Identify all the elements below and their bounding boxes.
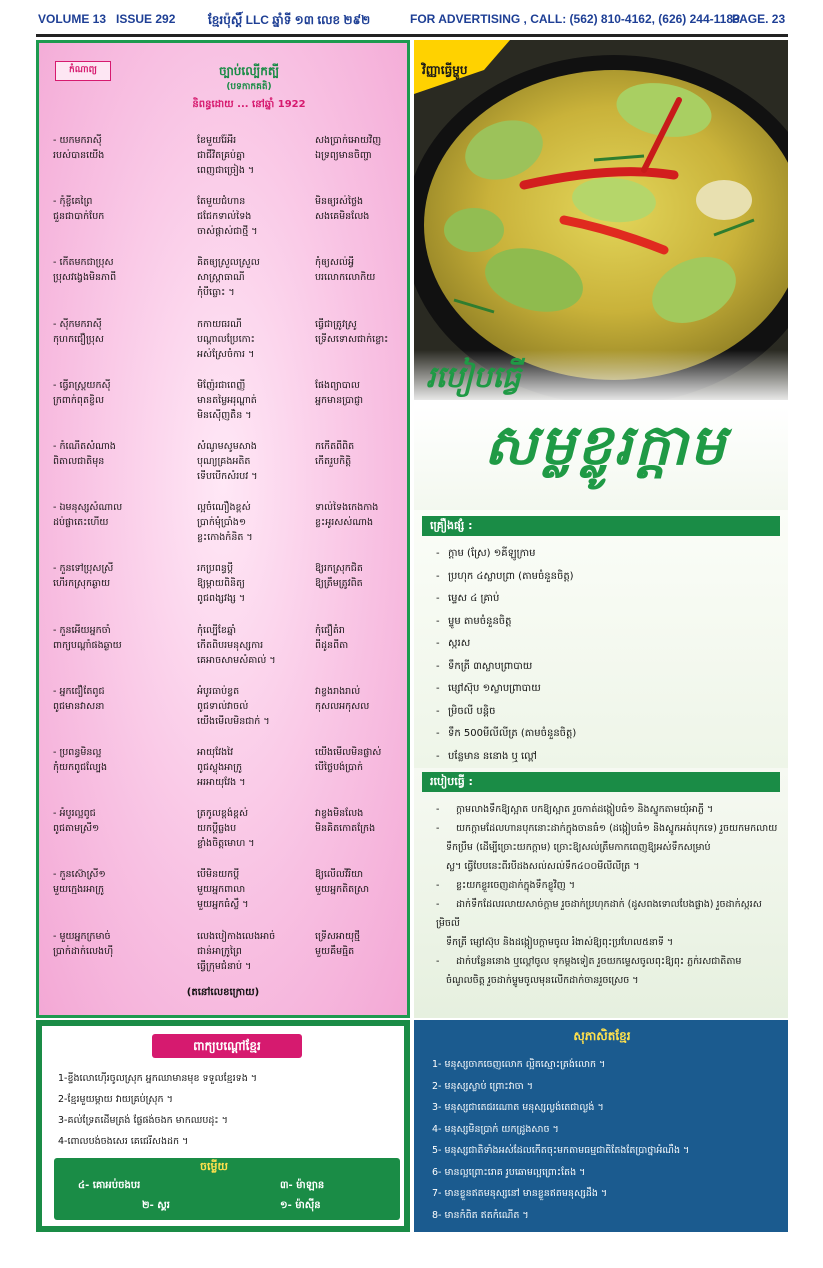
advertising-contact: FOR ADVERTISING , CALL: (562) 810-4162, (626) 244-1183 bbox=[410, 12, 740, 26]
method-step bbox=[436, 819, 782, 876]
poem-title: ច្បាប់ល្បើកត្បី bbox=[218, 64, 280, 78]
poem-line: ពូជតាមស្រី១ bbox=[53, 823, 100, 835]
poem-line: - ប្រពន្ធមិនល្អ bbox=[53, 747, 102, 758]
poem-line: កុំបីធ្លោះ ។ bbox=[197, 287, 235, 299]
poem-column bbox=[315, 378, 363, 408]
poem-line: ពាក្យបណ្តាំផងឆ្ងាយ bbox=[53, 639, 122, 651]
poem-line: ជជែកទាល់ទៃង bbox=[197, 211, 252, 223]
poem-line: ត្រកូលខ្ពង់ខ្ពស់ bbox=[197, 808, 249, 820]
poem-line: យើងមើលមិនផ្លាស់ bbox=[315, 747, 382, 758]
method-line: ដាក់បន្លែននោង ឬល្ពៅចូល ទុកម្តងទៀត រួចយកម្ទេសចូលពុះឱ្យពុះ ភ្លក់រសជាតិតាម bbox=[456, 956, 742, 967]
poem-line: ចាស់ផ្តាស់ជាថ្មី ។ bbox=[197, 226, 258, 238]
proverb-item: 2- មនុស្សស្លាប់ ព្រោះវាចា ។ bbox=[432, 1080, 533, 1092]
poem-line: ឱ្យត្រឹមត្រូវពិត bbox=[315, 578, 363, 590]
method-line: ក្តាមលាងទឹកឱ្យស្អាត បកឱ្យស្អាត រួចកាត់ដង្កៀបធំ១ និងស្នូកតាមយុំអាភ្លី ។ bbox=[456, 804, 714, 815]
ingredient-item: - ប្រហុក ៤ស្លាបព្រា (តាមចំនួនចិត្ត) bbox=[436, 569, 776, 592]
method-step bbox=[436, 800, 782, 819]
poem-column bbox=[315, 623, 348, 653]
ingredient-item: - ម្រិចលី បន្តិច bbox=[436, 704, 776, 727]
poem-line: មិនស៊ើញត៌ិន ។ bbox=[197, 409, 252, 421]
poem-column bbox=[315, 255, 375, 285]
poem-line: បើថ្លៃបង់ប្រាក់ bbox=[315, 762, 364, 773]
method-list bbox=[436, 800, 782, 990]
answers-box bbox=[54, 1158, 400, 1220]
volume-issue: VOLUME 13 ISSUE 292 bbox=[38, 12, 176, 26]
poem-line: ដប់ផ្លាតេះហើយ bbox=[53, 517, 109, 529]
poem-line: កុំជឿតំរា bbox=[315, 624, 345, 636]
riddles-title: ពាក្យបណ្ដៅខ្មែរ bbox=[152, 1034, 302, 1058]
poem-column bbox=[315, 745, 381, 775]
poem-stanza bbox=[49, 623, 403, 685]
method-line: ចំណូលចិត្ត រួចដាក់ម្ទូមចូលមុនលើកដាក់ចានរួចស្រេច ។ bbox=[446, 975, 639, 986]
poem-label: កំណាព្យ bbox=[55, 61, 111, 81]
poem-line: ហើរកស្រុកឆ្ងាយ bbox=[53, 578, 111, 590]
poem-line: សងគេមិនលែង bbox=[315, 211, 370, 223]
poem-stanza bbox=[49, 378, 403, 440]
poem-column bbox=[53, 867, 106, 897]
poem-line: តែមួយជំហាន bbox=[197, 196, 246, 208]
poem-line: កើតពិបរមនុស្សការ bbox=[197, 639, 264, 651]
poem-subtitle: (បទកាកគតិ) bbox=[226, 82, 272, 92]
poem-column bbox=[197, 194, 258, 239]
poem-line: ជាន់អាក្រូព្រៃ bbox=[197, 945, 242, 957]
riddle-item: 4-ពោលបង់ចងសេរ គេជេរីសងដក ។ bbox=[58, 1136, 189, 1147]
header-divider bbox=[36, 34, 788, 37]
poem-line: របស់បានយើង bbox=[53, 150, 105, 161]
poem-column bbox=[197, 623, 276, 668]
poem-line: - កំណើតសំណាង bbox=[53, 441, 116, 452]
poem-line: ខ្លះកោងកំនិត ។ bbox=[197, 532, 253, 544]
poem-column bbox=[53, 194, 104, 224]
poem-line: អ្នកមានប្រាជ្ញា bbox=[315, 394, 364, 406]
poem-line: កកើតពីពិត bbox=[315, 441, 355, 452]
poem-line: ឱ្យម្តាយពិនិត្យ bbox=[197, 578, 245, 590]
method-line: ទឹកប្រឹម (ដើម្បីច្រោះយកក្តាម) ច្រោះឱ្យសល់ត្រឹមកាកពេញឱ្យអស់ទឹកសម្រាប់ bbox=[446, 842, 711, 853]
poem-column bbox=[315, 194, 369, 224]
poem-column bbox=[53, 378, 111, 408]
poem-panel bbox=[36, 40, 410, 1018]
poem-line: - កុំខ្ចីគេព្រៃ bbox=[53, 196, 93, 208]
recipe-photo bbox=[414, 40, 788, 400]
riddles-list bbox=[58, 1068, 257, 1152]
answers-title: ចម្លើយ bbox=[200, 1160, 228, 1173]
poem-line: - កួនទៅប្រុសស្រី bbox=[53, 563, 114, 575]
riddle-item: 3-គល់ទ្រែតដើមត្រង់ ផ្លែផង់ចងក មាកឈបដុះ ។ bbox=[58, 1115, 228, 1126]
poem-stanza bbox=[49, 500, 403, 562]
poem-column bbox=[315, 561, 363, 591]
poem-line: - យកមករាស៊ី bbox=[53, 135, 102, 146]
poem-line: ទាល់ទៃងកេងកាង bbox=[315, 502, 379, 514]
poem-line: មួយអ្នកធំស្លឹ ។ bbox=[197, 899, 249, 911]
poem-stanza bbox=[49, 255, 403, 317]
poem-column bbox=[53, 623, 122, 653]
answer-item: ៤- គោអប់ចងបរ bbox=[78, 1180, 141, 1191]
poem-line: គេអាចសាមសំគាល់ ។ bbox=[197, 654, 276, 666]
poem-line: បរលោកលោកិយ bbox=[315, 272, 376, 284]
ingredients-panel bbox=[414, 510, 788, 768]
page-number: PAGE. 23 bbox=[732, 12, 786, 26]
answer-item: ២- ស្គរ bbox=[142, 1200, 170, 1211]
poem-line: អំបូរធាប់ខ្វត bbox=[197, 685, 240, 697]
poem-line: - ស៊ីកមករាស៊ី bbox=[53, 318, 102, 330]
poem-line: មិញ៉ែរជាពេញ្ញី bbox=[197, 379, 246, 391]
ingredient-item: - ម្ទេស ៤ គ្រាប់ bbox=[436, 591, 776, 614]
riddles-inner bbox=[42, 1026, 404, 1226]
proverbs-panel bbox=[414, 1020, 788, 1232]
poem-line: អាយុវែងវៃ bbox=[197, 747, 234, 758]
poem-continued: (តនៅលេខក្រោយ) bbox=[186, 987, 260, 998]
poem-column bbox=[197, 133, 254, 178]
poem-line: មិនឲ្យរស់ថ្លៃង bbox=[315, 196, 364, 208]
method-line: យកក្តាមដែលហានបុកនោះដាក់ក្នុងចានធំ១ (ដង្កៀបធំ១ និងស្នូកអត់បុកទេ) រួចយកមកលាយ bbox=[456, 823, 778, 834]
proverb-item: 3- មនុស្សជាតេជរណោត មនុស្សល្ងង់តេជាល្ងង់ ។ bbox=[432, 1102, 604, 1113]
poem-column bbox=[197, 561, 245, 606]
poem-line: កុំល្បើខែឆ្នាំ bbox=[197, 624, 237, 636]
poem-stanza bbox=[49, 745, 403, 807]
poem-line: - ធ្វើរាស្ត្រយកស៊ី bbox=[53, 379, 111, 391]
proverb-item: 1- មនុស្សចាកចេញលោក ល្អិតស្មោះត្រង់លោក ។ bbox=[432, 1059, 606, 1070]
poem-line: ឱ្យរកស្រុកជិត bbox=[315, 563, 363, 575]
recipe-title-prefix: របៀបធ្វើ bbox=[426, 360, 521, 395]
poem-line: ខ្លះអូរសស់ណាង bbox=[315, 517, 373, 529]
poem-column bbox=[197, 255, 260, 300]
recipe-title: សម្លខ្លូរក្តាម bbox=[484, 413, 728, 478]
poem-line: មួយអ្នកពាលា bbox=[197, 884, 246, 896]
riddle-item: 1-ខ្ទីងលោហ៊ើរចូលស្រុក អ្នកឈាមានមុខ ទទួលខ្មែរទង ។ bbox=[58, 1073, 258, 1084]
poem-line: សាស្ត្រាធាណី bbox=[197, 272, 245, 284]
poem-stanza bbox=[49, 929, 403, 991]
poem-line: ប្រុសវង្វេងមិនភាពី bbox=[53, 272, 117, 284]
poem-column bbox=[53, 500, 122, 530]
poem-line: បុណ្យគ្រងអតិត bbox=[197, 456, 251, 467]
poem-line: ធ្វើជាត្រូវស្រូ bbox=[315, 318, 357, 330]
poem-line: កកាយធរណី bbox=[197, 318, 242, 330]
ingredients-list bbox=[436, 546, 776, 771]
poem-line: មិនគិតកោតក្រែង bbox=[315, 823, 376, 835]
poem-column bbox=[53, 684, 105, 714]
ingredient-item: - ម្សៅស៊ុប ១ស្លាបព្រាបាយ bbox=[436, 681, 776, 704]
poem-column bbox=[197, 745, 245, 790]
poem-line: ពិតាលជាតិមុន bbox=[53, 456, 105, 467]
poem-line: - កើតមកជាប្រុស bbox=[53, 257, 114, 269]
method-line: ខ្លះយកខ្លួរចេញដាក់ក្នុងទឹកខ្លូវិញ ។ bbox=[456, 880, 575, 891]
poem-line: - ឯមនុស្សសំណាល bbox=[53, 502, 123, 514]
poem-column bbox=[197, 929, 275, 974]
poem-line: យកប្តីធ្លងប bbox=[197, 823, 237, 835]
method-panel bbox=[414, 768, 788, 1018]
poem-line: ទ្រើសទោសជាក់ខ្លោះ bbox=[315, 333, 389, 345]
poem-line: - កួនអើយអ្នកចាំ bbox=[53, 624, 111, 636]
poem-stanza bbox=[49, 439, 403, 501]
poem-line: ក្រពាក់ពុតខ្ចិល bbox=[53, 394, 105, 406]
publisher-name: ខ្មែរប៉ុស្តិ៍ LLC ឆ្នាំទី ១៣ លេខ ២៩២ bbox=[208, 13, 371, 27]
answer-item: ១- ម៉ាស៊ីន bbox=[280, 1200, 321, 1211]
method-line: ទឹកត្រី ម្សៅស៊ុប និងដង្កៀបក្តាមចូល រំងាស់ឱ្យពុះប្រហែល៥នាទី ។ bbox=[446, 937, 674, 948]
poem-line: ពេញជាច្រៀង ។ bbox=[197, 165, 255, 176]
poem-column bbox=[315, 929, 360, 959]
poem-stanza bbox=[49, 561, 403, 623]
proverbs-title: សុភាសិតខ្មែរ bbox=[573, 1029, 631, 1043]
method-line: ស្ល។ ធ្វើបែបនេះពីរបីដងសល់សល់ទឹក៤០០មីលីលីត្រ ។ bbox=[446, 861, 640, 872]
poem-line: ប្រាក់មុំប្រាំង១ bbox=[197, 517, 247, 529]
page-header bbox=[0, 0, 823, 38]
poem-column bbox=[197, 867, 249, 912]
poem-column bbox=[315, 317, 388, 347]
poem-line: ជួនជាបាក់បែក bbox=[53, 211, 105, 223]
poem-stanza bbox=[49, 867, 403, 929]
poem-column bbox=[315, 867, 369, 897]
poem-line: មួយក្មេងរអាក្រូ bbox=[53, 884, 105, 896]
poem-line: បើមិនយកប្តី bbox=[197, 869, 240, 881]
method-step bbox=[436, 952, 782, 990]
recipe-title-block bbox=[414, 350, 788, 510]
poem-line: មួយគឹមធ្មិត bbox=[315, 945, 355, 957]
poem-line: ខ្លាំងចិត្តមោហ ។ bbox=[197, 838, 255, 850]
proverbs-list bbox=[432, 1054, 784, 1226]
poem-line: ពូជពង្សវង្ស ។ bbox=[197, 593, 246, 605]
poem-line: កុសលអកុសល bbox=[315, 700, 370, 712]
ingredient-item: - ទឹកត្រី ៣ស្លាបព្រាបាយ bbox=[436, 659, 776, 682]
poem-line: កុំយកពូជល្បែង bbox=[53, 762, 108, 773]
poem-line: គិតឲ្យស្រួលស្រួល bbox=[197, 257, 260, 269]
poem-column bbox=[197, 378, 257, 423]
proverb-item: 8- មានកំពិត ឥតកំណើត ។ bbox=[432, 1209, 529, 1221]
poem-line: ទ្រើសអាយុថ្មី bbox=[315, 930, 361, 942]
poem-line: អរអាយុវែង ។ bbox=[197, 777, 246, 788]
method-step bbox=[436, 895, 782, 952]
poem-line: សំណូមសូមសាង bbox=[197, 441, 257, 452]
poem-line: ឱ្យលើលវិរិយា bbox=[315, 869, 364, 881]
poem-column bbox=[53, 439, 116, 469]
poem-line: ល្អចំណឿងខ្ពស់ bbox=[197, 502, 251, 514]
poem-line: ខែមួយរ៉ែអីរ bbox=[197, 135, 237, 146]
poem-line: កើតរួបកិត្តិ bbox=[315, 456, 352, 467]
poem-line: ប្រាក់ដាក់លេងហ៊ី bbox=[53, 945, 114, 957]
poem-line: - មួយអ្នកក្រមាច់ bbox=[53, 930, 111, 942]
poem-line: - កួនស៊ោស្រី១ bbox=[53, 869, 106, 881]
method-heading: របៀបធ្វើ : bbox=[422, 772, 780, 792]
method-line: ដាក់ទឹកដែលរលាយសាច់ក្តាម រួចដាក់ប្រហុកដាក់ (ដូសពងទោលបែងផ្លាង) រួចដាក់ស្ករស ម្រិចលី bbox=[436, 899, 762, 929]
poem-column bbox=[315, 684, 369, 714]
poem-line: មានតម្លៃអរុណ្ហាត់ bbox=[197, 394, 257, 406]
poem-line: ពូជមានវាសនា bbox=[53, 700, 105, 712]
recipe-badge-label: វិញ្ញាធ្វើម្ហូប bbox=[422, 63, 468, 77]
poem-line: ទើបបើកសំរបវ ។ bbox=[197, 471, 258, 482]
riddle-item: 2-ខ្មែរមួយម្តាយ វាយគ្រប់ស្រុក ។ bbox=[58, 1094, 173, 1105]
poem-column bbox=[315, 806, 375, 836]
poem-column bbox=[315, 439, 354, 469]
poem-line: លេងបៀកាងលេងអាច់ bbox=[197, 930, 276, 942]
poem-column bbox=[315, 500, 378, 530]
poem-stanza bbox=[49, 133, 403, 195]
poem-author: និពន្ធដោយ ... នៅឆ្នាំ 1922 bbox=[192, 99, 306, 110]
proverb-item: 5- មនុស្សជាតិទាំងអស់ដែលកើតចុះមកតាមធម្មជាតិតែងតែប្រាថ្នាអំណឺង ។ bbox=[432, 1145, 690, 1156]
poem-line: ពូជស្លុងអាក្រូ bbox=[197, 762, 243, 773]
poem-column bbox=[197, 806, 255, 851]
poem-line: សងប្រាក់អោយវិញ bbox=[315, 135, 382, 146]
poem-line: ពូជទាល់វាចល់ bbox=[197, 700, 249, 712]
ingredient-item: - បន្លែមាន ននោង ឬ ល្ពៅ bbox=[436, 749, 776, 772]
proverb-item: 6- មានល្អព្រោះរោគ រូបឆោមល្អព្រោះតែង ។ bbox=[432, 1166, 586, 1178]
poem-line: វាខ្ចងមិនលែង bbox=[315, 808, 364, 820]
ingredient-item: - ស្ករស bbox=[436, 636, 776, 659]
poem-line: ពីដូនពីតា bbox=[315, 639, 349, 651]
poem-column bbox=[197, 439, 258, 484]
poem-line: បណ្តាលប្រែកោះ bbox=[197, 333, 255, 345]
method-step bbox=[436, 876, 782, 895]
ingredients-heading: គ្រឿងផ្សំ : bbox=[422, 516, 780, 536]
ingredient-item: - ក្តាម (ស្រែ) ១គីឡូក្រាម bbox=[436, 546, 776, 569]
poem-column bbox=[53, 929, 113, 959]
poem-line: វាខ្ចងរាងរាល់ bbox=[315, 685, 361, 697]
poem-line: យើងមើលមិនជាក់ ។ bbox=[197, 715, 270, 727]
poem-stanza bbox=[49, 317, 403, 379]
answer-item: ៣- ម៉ាឡាន bbox=[280, 1180, 325, 1191]
poem-line: មួយអ្នកតិតស្រា bbox=[315, 884, 370, 896]
poem-line: អស់ស្រែចំការ ។ bbox=[197, 348, 255, 360]
poem-line: - អំបូរល្អពូជ bbox=[53, 808, 96, 820]
poem-line: កុហកជឿប្រុស bbox=[53, 333, 104, 345]
poem-column bbox=[53, 255, 116, 285]
poem-column bbox=[53, 133, 104, 163]
poem-stanza bbox=[49, 684, 403, 746]
poem-column bbox=[53, 561, 113, 591]
poem-column bbox=[315, 133, 381, 163]
ingredient-item: - ម្ទូម តាមចំនួនចិត្ត bbox=[436, 614, 776, 637]
poem-line: ឯទ្រព្យមានចិញ្ចា bbox=[315, 150, 372, 161]
poem-column bbox=[197, 684, 270, 729]
riddles-panel bbox=[36, 1020, 410, 1232]
poem-column bbox=[53, 806, 99, 836]
ingredient-item: - ទឹក 500មីលីលីត្រ (តាមចំនួនចិត្ត) bbox=[436, 726, 776, 749]
poem-line: កុំឲ្យសល់អ្វី bbox=[315, 257, 355, 269]
poem-column bbox=[197, 500, 253, 545]
poem-stanza bbox=[49, 194, 403, 256]
proverb-item: 7- មានខ្លួនឥតមនុស្សនៅ មានខ្លួនឥតមនុស្សដឹង ។ bbox=[432, 1188, 608, 1199]
poem-line: ផែងព្យាបាល bbox=[315, 379, 360, 391]
poem-line: រកប្រពន្ធប្តី bbox=[197, 563, 233, 575]
poem-body bbox=[49, 133, 403, 972]
poem-stanza bbox=[49, 806, 403, 868]
poem-column bbox=[53, 745, 107, 775]
proverb-item: 4- មនុស្សមិនប្រាក់ យកដ្រូងសាច ។ bbox=[432, 1123, 559, 1135]
poem-column bbox=[53, 317, 104, 347]
poem-line: ធ្វើក្រុមជំនាប់ ។ bbox=[197, 960, 252, 972]
poem-column bbox=[197, 317, 255, 362]
poem-line: ជាជីវិតគ្រប់គ្នា bbox=[197, 150, 246, 161]
poem-line: - អ្នកជឿតែពូជ bbox=[53, 685, 105, 697]
